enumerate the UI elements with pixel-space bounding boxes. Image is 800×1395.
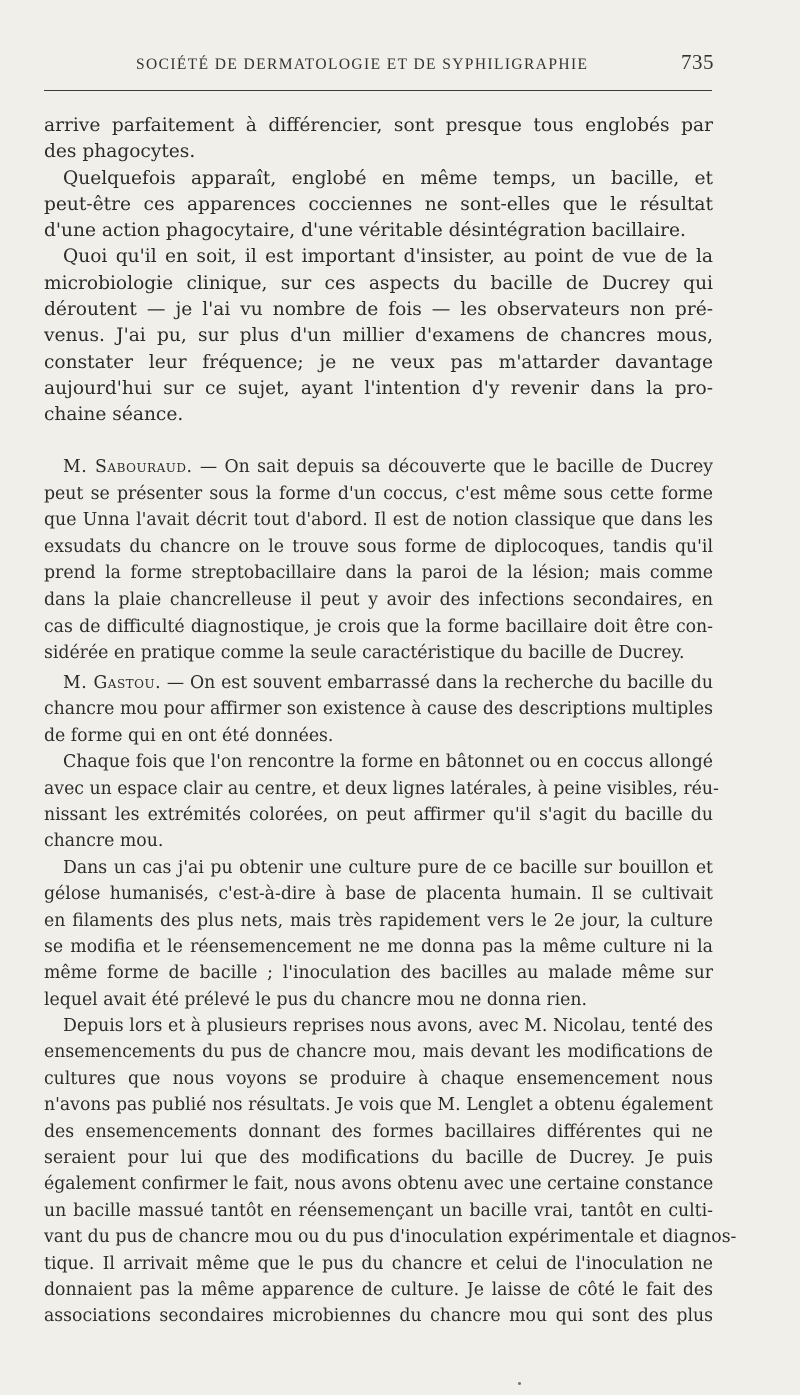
header-rule xyxy=(44,90,712,91)
text-line xyxy=(44,670,713,696)
text-line: gélose humanisés, c'est-à-dire à base de placenta humain. Il se cultivait xyxy=(44,884,713,905)
speaker-name: M. Gastou. xyxy=(63,673,162,693)
text-line: même forme de bacille ; l'inoculation des bacilles au malade même sur xyxy=(44,963,713,984)
text-line: chancre mou pour affirmer son existence à cause des descriptions multiples xyxy=(44,699,713,720)
text-line: chaine séance. xyxy=(44,404,184,426)
opening-paragraphs xyxy=(44,113,713,429)
text-line: Quoi qu'il en soit, il est important d'insister, au point de vue de la xyxy=(63,246,713,268)
gastou-paragraph xyxy=(44,670,737,1330)
text-line: chancre mou. xyxy=(44,831,164,852)
page-number: 735 xyxy=(681,50,714,74)
text-line: ensemencements du pus de chancre mou, mais devant les modifications de xyxy=(44,1042,713,1063)
text-line: venus. J'ai pu, sur plus d'un millier d'examens de chancres mous, xyxy=(44,325,713,347)
text-line: Chaque fois que l'on rencontre la forme en bâtonnet ou en coccus allongé xyxy=(63,752,713,773)
text-line: Depuis lors et à plusieurs reprises nous avons, avec M. Nicolau, tenté des xyxy=(63,1016,713,1037)
text-line: aujourd'hui sur ce sujet, ayant l'intention d'y revenir dans la pro- xyxy=(44,377,713,399)
print-speck xyxy=(518,1382,521,1385)
text-line: dans la plaie chancrelleuse il peut y avoir des infections secondaires, en xyxy=(44,589,713,610)
text-line: sidérée en pratique comme la seule caractéristique du bacille de Ducrey. xyxy=(44,643,685,664)
text-line: que Unna l'avait décrit tout d'abord. Il est de notion classique que dans les xyxy=(44,510,713,531)
text-line xyxy=(44,454,713,481)
text-line: Dans un cas j'ai pu obtenir une culture pure de ce bacille sur bouillon et xyxy=(63,857,713,878)
text-line: d'une action phagocytaire, d'une véritable désintégration bacillaire. xyxy=(44,220,686,242)
text-line: Quelquefois apparaît, englobé en même temps, un bacille, et xyxy=(63,167,713,189)
text-line: peut se présenter sous la forme d'un coccus, c'est même sous cette forme xyxy=(44,483,713,504)
text-line: peut-être ces apparences cocciennes ne sont-elles que le résultat xyxy=(44,193,713,215)
text-line: cultures que nous voyons se produire à chaque ensemencement nous xyxy=(44,1068,713,1089)
text-line: lequel avait été prélevé le pus du chancre mou ne donna rien. xyxy=(44,989,588,1010)
text-line: n'avons pas publié nos résultats. Je vois que M. Lenglet a obtenu également xyxy=(44,1095,713,1116)
text-line: avec un espace clair au centre, et deux lignes latérales, à peine visibles, réu- xyxy=(44,778,719,799)
text-line: cas de difficulté diagnostique, je crois que la forme bacillaire doit être con- xyxy=(44,616,713,637)
text-line: des ensemencements donnant des formes bacillaires différentes qui ne xyxy=(44,1121,713,1142)
text-line: des phagocytes. xyxy=(44,141,196,163)
sabouraud-paragraph xyxy=(44,454,713,667)
text-line: de forme qui en ont été données. xyxy=(44,725,334,746)
text-line: un bacille massué tantôt en réensemençant un bacille vrai, tantôt en culti- xyxy=(44,1200,713,1221)
text-line: donnaient pas la même apparence de culture. Je laisse de côté le fait des xyxy=(44,1279,713,1300)
text-line: se modifia et le réensemencement ne me donna pas la même culture ni la xyxy=(44,936,713,957)
text-line: prend la forme streptobacillaire dans la paroi de la lésion; mais comme xyxy=(44,563,713,584)
text-line: vant du pus de chancre mou ou du pus d'inoculation expérimentale et diagnos- xyxy=(44,1227,737,1248)
running-title: SOCIÉTÉ DE DERMATOLOGIE ET DE SYPHILIGRAPHIE xyxy=(136,56,589,73)
text-line: seraient pour lui que des modifications du bacille de Ducrey. Je puis xyxy=(44,1148,713,1169)
text-line: microbiologie clinique, sur ces aspects du bacille de Ducrey qui xyxy=(44,272,713,294)
text-line: en filaments des plus nets, mais très rapidement vers le 2e jour, la culture xyxy=(44,910,713,931)
text-line: associations secondaires microbiennes du chancre mou qui sont des plus xyxy=(44,1306,713,1327)
text-span: — On sait depuis sa découverte que le bacille de Ducrey xyxy=(192,457,713,477)
text-line: constater leur fréquence; je ne veux pas m'attarder davantage xyxy=(44,351,713,373)
text-line: nissant les extrémités colorées, on peut affirmer qu'il s'agit du bacille du xyxy=(44,804,713,825)
text-line: déroutent — je l'ai vu nombre de fois — les observateurs non pré- xyxy=(44,299,713,321)
speaker-name: M. Sabouraud. xyxy=(63,457,193,477)
text-line: tique. Il arrivait même que le pus du chancre et celui de l'inoculation ne xyxy=(44,1253,713,1274)
text-line: également confirmer le fait, nous avons obtenu avec une certaine constance xyxy=(44,1174,714,1195)
text-line: arrive parfaitement à différencier, sont presque tous englobés par xyxy=(44,115,713,136)
text-line: exsudats du chancre on le trouve sous forme de diplocoques, tandis qu'il xyxy=(44,536,713,557)
page-header xyxy=(44,50,714,78)
text-span: — On est souvent embarrassé dans la recherche du bacille du xyxy=(161,673,713,693)
